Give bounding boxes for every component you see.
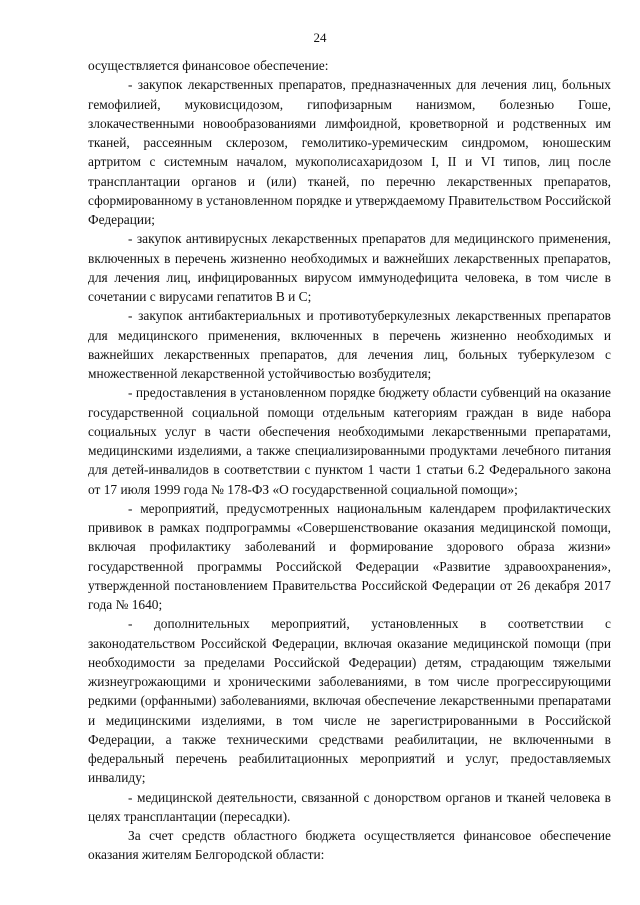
paragraph-rare-disease-drugs: - закупок лекарственных препаратов, предназначенных для лечения лиц, больных гемофилией, муковисцидозом, гипофизарным нанизмом, болезнью Гоше, злокачественными новообразованиями лимфоидной, кроветворной и родственных им тканей, рассеянным склерозом, гемолитико-уремическим синдромом, юношеским артритом с системным началом, мукополисахаридозом I, II и VI типов, лиц после трансплантации органов и (или) тканей, по перечню лекарственных препаратов, сформированному в установленном порядке и утверждаемому Правительством Российской Федерации; bbox=[88, 77, 611, 227]
document-body bbox=[88, 56, 611, 865]
page-number: 24 bbox=[313, 30, 327, 45]
paragraph-vaccination-calendar: - мероприятий, предусмотренных национальным календарем профилактических прививок в рамках подпрограммы «Совершенствование оказания медицинской помощи, включая профилактику заболеваний и формирование здорового образа жизни» государственной программы Российской Федерации «Развитие здравоохранения», утвержденной постановлением Правительства Российской Федерации от 26 декабря 2017 года № 1640; bbox=[88, 500, 611, 612]
paragraph-antiviral-drugs: - закупок антивирусных лекарственных препаратов для медицинского применения, включенных в перечень жизненно необходимых и важнейших лекарственных препаратов, для лечения лиц, инфицированных вирусом иммунодефицита человека, в том числе в сочетании с вирусами гепатитов В и С; bbox=[88, 231, 611, 304]
paragraph-intro: осуществляется финансовое обеспечение: bbox=[88, 58, 329, 73]
paragraph-additional-measures: - дополнительных мероприятий, установленных в соответствии с законодательством Российской Федерации, включая оказание медицинской помощи (при необходимости за пределами Российской Федерации) детям, страдающим тяжелыми жизнеугрожающими и хроническими заболеваниями, в том числе прогрессирующими редкими (орфанными) заболеваниями, включая обеспечение лекарственными препаратами и медицинскими изделиями, в том числе не зарегистрированными в Российской Федерации, а также техническими средствами реабилитации, не включенными в федеральный перечень реабилитационных мероприятий и услуг, предоставляемых инвалиду; bbox=[88, 616, 611, 786]
paragraph-organ-donation: - медицинской деятельности, связанной с донорством органов и тканей человека в целях трансплантации (пересадки). bbox=[88, 789, 611, 824]
paragraph-subventions: - предоставления в установленном порядке бюджету области субвенций на оказание государственной социальной помощи отдельным категориям граждан в виде набора социальных услуг в части обеспечения необходимыми лекарственными препаратами, медицинскими изделиями, а также специализированными продуктами лечебного питания для детей-инвалидов в соответствии с пунктом 1 части 1 статьи 6.2 Федерального закона от 17 июля 1999 года № 178-ФЗ «О государственной социальной помощи»; bbox=[88, 385, 611, 497]
paragraph-tuberculosis-drugs: - закупок антибактериальных и противотуберкулезных лекарственных препаратов для медицинского применения, включенных в перечень жизненно необходимых и важнейших лекарственных препаратов, для лечения лиц, больных туберкулезом с множественной лекарственной устойчивостью возбудителя; bbox=[88, 308, 611, 381]
paragraph-regional-budget: За счет средств областного бюджета осуществляется финансовое обеспечение оказания жителям Белгородской области: bbox=[88, 828, 611, 863]
